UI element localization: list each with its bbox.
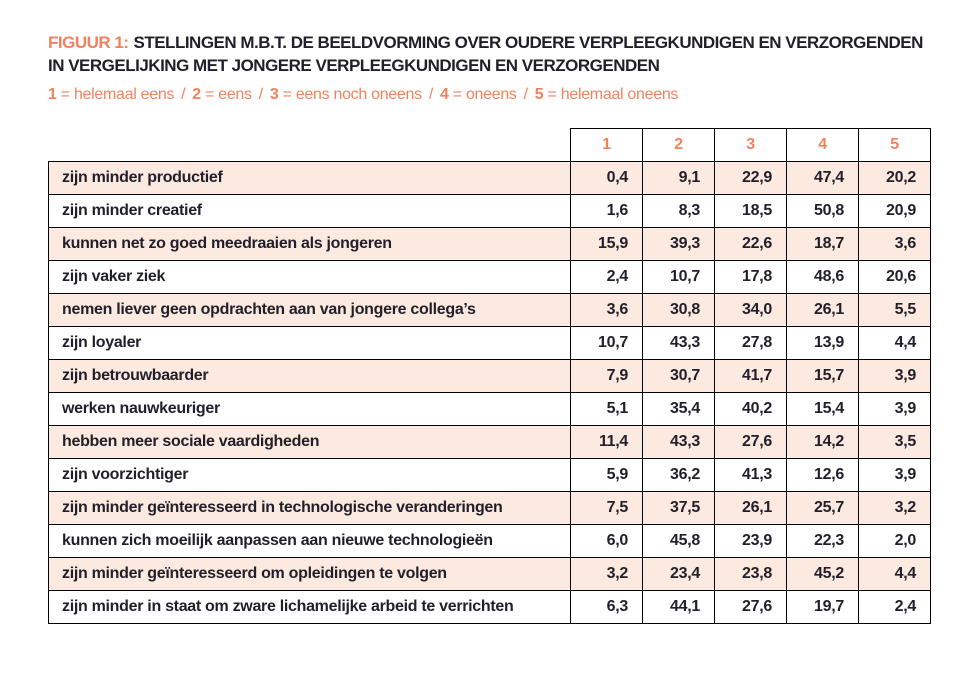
value-cell: 43,3 [643, 426, 715, 459]
column-header-4: 4 [787, 129, 859, 162]
statement-cell: nemen liever geen opdrachten aan van jongere collega’s [49, 294, 571, 327]
value-cell: 40,2 [715, 393, 787, 426]
legend-item-number: 3 [269, 86, 279, 103]
value-cell: 22,6 [715, 228, 787, 261]
statement-cell: zijn minder creatief [49, 195, 571, 228]
value-cell: 3,6 [571, 294, 643, 327]
statement-cell: zijn minder geïnteresseerd in technologische veranderingen [49, 492, 571, 525]
value-cell: 41,7 [715, 360, 787, 393]
legend-equals: = [448, 86, 466, 103]
value-cell: 45,8 [643, 525, 715, 558]
legend-item-number: 1 [48, 86, 57, 103]
legend-separator: / [258, 86, 263, 103]
statement-cell: zijn vaker ziek [49, 261, 571, 294]
value-cell: 2,4 [859, 591, 931, 624]
value-cell: 7,5 [571, 492, 643, 525]
value-cell: 4,4 [859, 327, 931, 360]
legend-equals: = [56, 86, 74, 103]
figure-title-text: STELLINGEN M.B.T. DE BEELDVORMING OVER OUDERE VERPLEEGKUNDIGEN EN VERZORGENDEN [133, 33, 923, 52]
legend-item-number: 5 [534, 86, 544, 103]
value-cell: 7,9 [571, 360, 643, 393]
value-cell: 20,2 [859, 162, 931, 195]
value-cell: 34,0 [715, 294, 787, 327]
value-cell: 26,1 [787, 294, 859, 327]
table-row [49, 261, 931, 294]
column-header-3: 3 [715, 129, 787, 162]
table-row [49, 294, 931, 327]
legend-item-label: helemaal eens [73, 86, 175, 103]
table-body [49, 162, 931, 624]
column-header-1: 1 [571, 129, 643, 162]
value-cell: 1,6 [571, 195, 643, 228]
value-cell: 43,3 [643, 327, 715, 360]
value-cell: 27,6 [715, 591, 787, 624]
legend-separator: / [523, 86, 528, 103]
value-cell: 3,9 [859, 459, 931, 492]
table-row [49, 393, 931, 426]
statement-cell: zijn minder geïnteresseerd om opleidingen te volgen [49, 558, 571, 591]
table-row [49, 195, 931, 228]
table-row [49, 591, 931, 624]
value-cell: 3,9 [859, 393, 931, 426]
legend-equals: = [543, 86, 561, 103]
value-cell: 13,9 [787, 327, 859, 360]
column-header-5: 5 [859, 129, 931, 162]
table-row [49, 228, 931, 261]
statement-cell: werken nauwkeuriger [49, 393, 571, 426]
statement-cell: zijn minder in staat om zware lichamelijke arbeid te verrichten [49, 591, 571, 624]
value-cell: 4,4 [859, 558, 931, 591]
value-cell: 23,8 [715, 558, 787, 591]
value-cell: 37,5 [643, 492, 715, 525]
value-cell: 36,2 [643, 459, 715, 492]
legend-separator: / [181, 86, 186, 103]
value-cell: 26,1 [715, 492, 787, 525]
value-cell: 23,9 [715, 525, 787, 558]
value-cell: 6,0 [571, 525, 643, 558]
legend-equals: = [200, 86, 219, 103]
value-cell: 22,9 [715, 162, 787, 195]
statement-cell: zijn minder productief [49, 162, 571, 195]
value-cell: 19,7 [787, 591, 859, 624]
table-row [49, 162, 931, 195]
legend-equals: = [278, 86, 296, 103]
value-cell: 0,4 [571, 162, 643, 195]
value-cell: 35,4 [643, 393, 715, 426]
value-cell: 30,8 [643, 294, 715, 327]
column-header-2: 2 [643, 129, 715, 162]
value-cell: 9,1 [643, 162, 715, 195]
table-row [49, 525, 931, 558]
legend-item-label: eens [218, 86, 252, 103]
figure-caption [48, 31, 923, 77]
legend-item-label: helemaal oneens [560, 86, 679, 103]
value-cell: 48,6 [787, 261, 859, 294]
value-cell: 12,6 [787, 459, 859, 492]
data-table [48, 128, 931, 624]
figure-title-line-1 [48, 31, 923, 54]
value-cell: 5,9 [571, 459, 643, 492]
value-cell: 15,9 [571, 228, 643, 261]
table-row [49, 558, 931, 591]
scale-legend [48, 86, 678, 104]
header-row [49, 129, 931, 162]
legend-item-number: 4 [439, 86, 449, 103]
value-cell: 27,6 [715, 426, 787, 459]
legend-item-label: oneens [465, 86, 517, 103]
value-cell: 2,4 [571, 261, 643, 294]
table-row [49, 426, 931, 459]
value-cell: 23,4 [643, 558, 715, 591]
value-cell: 20,6 [859, 261, 931, 294]
value-cell: 3,2 [571, 558, 643, 591]
value-cell: 18,5 [715, 195, 787, 228]
figure-label: FIGUUR 1: [48, 33, 129, 52]
value-cell: 20,9 [859, 195, 931, 228]
value-cell: 3,5 [859, 426, 931, 459]
value-cell: 25,7 [787, 492, 859, 525]
table-row [49, 360, 931, 393]
value-cell: 5,5 [859, 294, 931, 327]
value-cell: 10,7 [643, 261, 715, 294]
value-cell: 3,6 [859, 228, 931, 261]
value-cell: 47,4 [787, 162, 859, 195]
header-corner-blank [49, 129, 571, 162]
value-cell: 27,8 [715, 327, 787, 360]
value-cell: 3,9 [859, 360, 931, 393]
legend-item-label: eens noch oneens [295, 86, 422, 103]
value-cell: 5,1 [571, 393, 643, 426]
table-row [49, 459, 931, 492]
value-cell: 11,4 [571, 426, 643, 459]
legend-item-number: 2 [192, 86, 201, 103]
statement-cell: kunnen zich moeilijk aanpassen aan nieuwe technologieën [49, 525, 571, 558]
value-cell: 3,2 [859, 492, 931, 525]
value-cell: 15,4 [787, 393, 859, 426]
value-cell: 18,7 [787, 228, 859, 261]
value-cell: 22,3 [787, 525, 859, 558]
table-row [49, 492, 931, 525]
statement-cell: kunnen net zo goed meedraaien als jongeren [49, 228, 571, 261]
legend-separator: / [428, 86, 433, 103]
data-table-wrapper [48, 128, 931, 624]
value-cell: 14,2 [787, 426, 859, 459]
value-cell: 2,0 [859, 525, 931, 558]
value-cell: 44,1 [643, 591, 715, 624]
statement-cell: zijn betrouwbaarder [49, 360, 571, 393]
value-cell: 45,2 [787, 558, 859, 591]
value-cell: 6,3 [571, 591, 643, 624]
statement-cell: hebben meer sociale vaardigheden [49, 426, 571, 459]
value-cell: 30,7 [643, 360, 715, 393]
value-cell: 50,8 [787, 195, 859, 228]
statement-cell: zijn loyaler [49, 327, 571, 360]
statement-cell: zijn voorzichtiger [49, 459, 571, 492]
value-cell: 8,3 [643, 195, 715, 228]
value-cell: 17,8 [715, 261, 787, 294]
value-cell: 39,3 [643, 228, 715, 261]
value-cell: 41,3 [715, 459, 787, 492]
figure-title-line-2: IN VERGELIJKING MET JONGERE VERPLEEGKUNDIGEN EN VERZORGENDEN [48, 56, 660, 75]
table-row [49, 327, 931, 360]
value-cell: 10,7 [571, 327, 643, 360]
value-cell: 15,7 [787, 360, 859, 393]
